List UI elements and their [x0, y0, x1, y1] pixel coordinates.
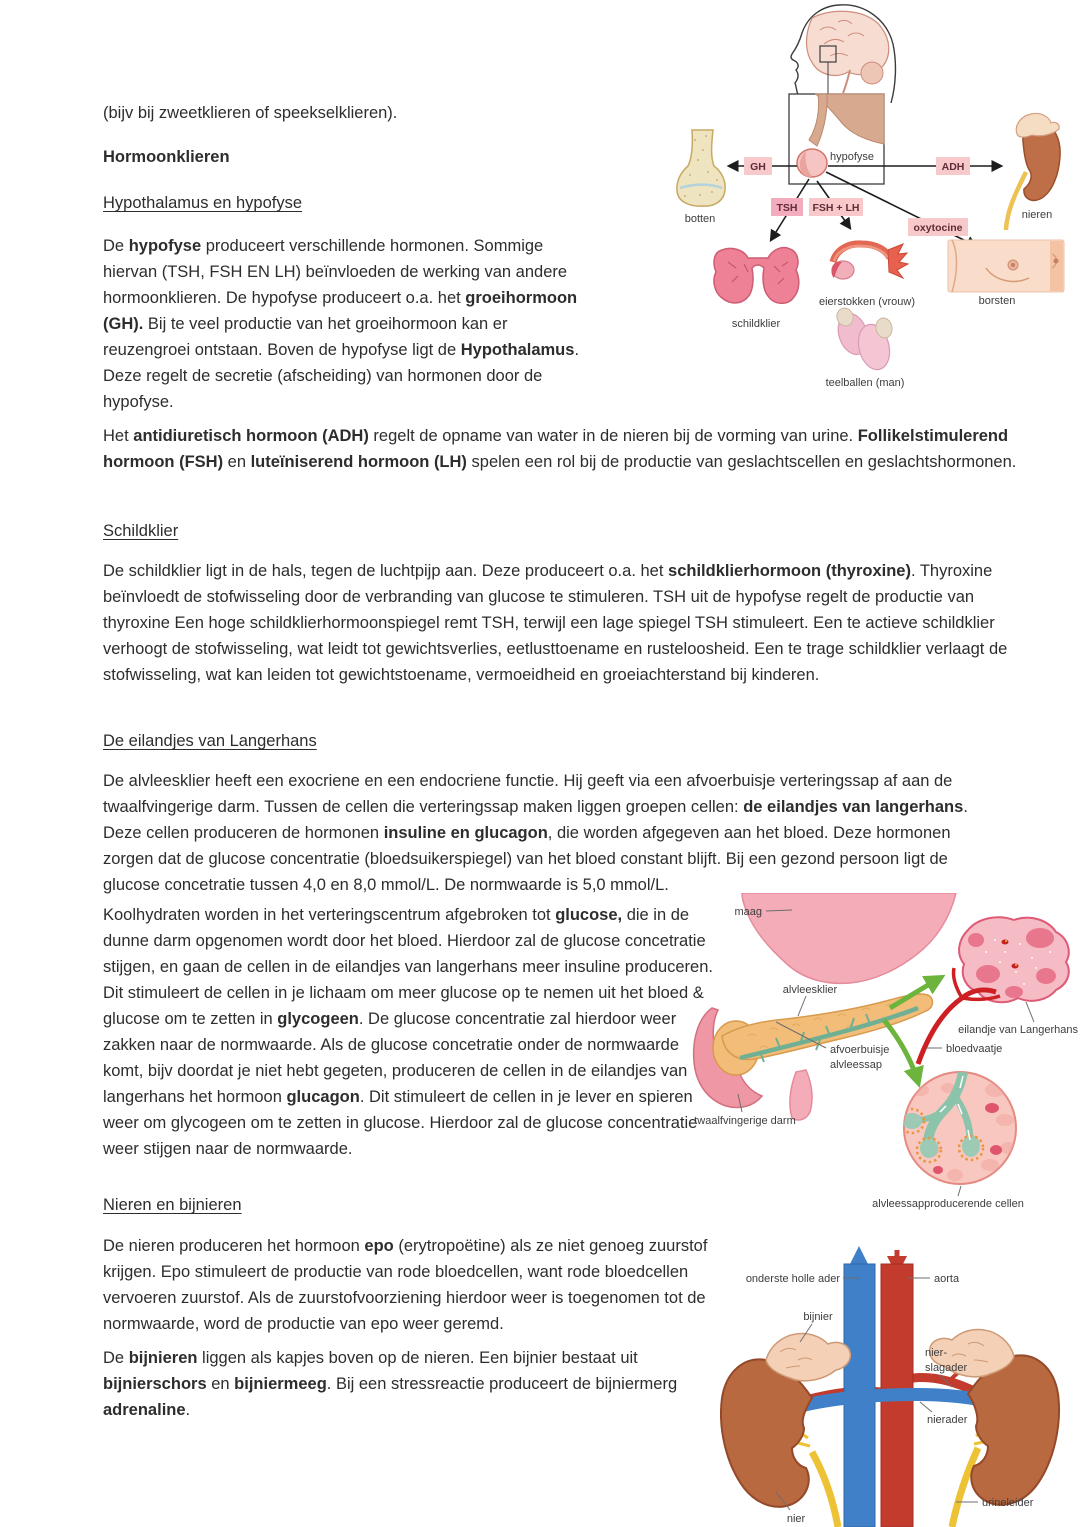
ureter-left — [812, 1452, 838, 1527]
adh-label: ADH — [941, 161, 965, 173]
paragraph-alvleesklier: De alvleesklier heeft een exocriene en een endocriene functie. Hij geeft via een afvoerbuisje verteringssap af aan de twaalfvingerige darm. Tussen de cellen die verteringssap maken liggen groepen cellen: de eilandjes van langerhans. Deze cellen produceren de hormonen insuline en glucagon, die worden afgegeven aan het bloed. Deze hormonen zorgen dat de glucose concentratie (bloedsuikerspiegel) van het bloed constant blijft. Bij een gezond persoon ligt de glucose concetratie tussen 4,0 en 8,0 mmol/L. De normwaarde is 5,0 mmol/L. — [103, 772, 968, 894]
teelballen-label: teelballen (man) — [825, 377, 905, 389]
nierslagader-label-1: nier- — [925, 1347, 948, 1359]
paragraph-adh-fsh-lh: Het antidiuretisch hormoon (ADH) regelt de opname van water in de nieren bij de vorming van urine. Follikelstimulerend hormoon (FSH) en luteïniserend hormoon (LH) spelen een rol bij de productie van geslachtscellen en geslachtshormonen. — [103, 427, 1017, 471]
oxytocine-label: oxytocine — [913, 222, 963, 234]
paragraph-bijnieren: De bijnieren liggen als kapjes boven op de nieren. Een bijnier bestaat uit bijnierschors en bijniermeeg. Bij een stressreactie produceert de bijniermerg adrenaline. — [103, 1349, 678, 1419]
heading-nieren-bijnieren: Nieren en bijnieren — [103, 1196, 242, 1214]
thyroid-illustration — [714, 248, 799, 330]
gh-label: GH — [750, 161, 766, 173]
nieren-label: nieren — [1021, 209, 1053, 221]
nierslagader-label-2: slagader — [925, 1362, 968, 1374]
kidney-left — [721, 1359, 812, 1506]
heading-schildklier: Schildklier — [103, 522, 179, 540]
cerebellum-shape — [861, 62, 883, 84]
nierader-label: nierader — [927, 1414, 968, 1426]
botten-label: botten — [684, 213, 716, 225]
bone-illustration — [677, 130, 725, 225]
testes-illustration — [826, 306, 905, 389]
alvleessap-label: alvleessap — [830, 1059, 882, 1071]
schildklier-label: schildklier — [731, 318, 781, 330]
paragraph-schildklier: De schildklier ligt in de hals, tegen de luchtpijp aan. Deze produceert o.a. het schildklierhormoon (thyroxine). Thyroxine beïnvloedt de stofwisseling door de verbranding van glucose te stimuleren. TSH uit de hypofyse regelt de productie van thyroxine Een hoge schildklierhormoonspiegel remt TSH, terwijl een lage spiegel TSH stimuleert. Een te actieve schildklier verhoogt de stofwisseling, wat leidt tot gewichtsverlies, eetlusttoename en rusteloosheid. Een te trage schildklier verlaagt de stofwisseling, wat kan leiden tot gewichtstoename, vermoeidheid en groeiachterstand bij kinderen. — [103, 562, 1008, 684]
kidney-right — [968, 1355, 1059, 1504]
borsten-label: borsten — [978, 295, 1016, 307]
afvoerbuisje-label: afvoerbuisje — [830, 1044, 890, 1056]
paragraph-epo: De nieren produceren het hormoon epo (erytropoëtine) als ze niet genoeg zuurstof krijgen. Epo stimuleert de productie van rode bloedcellen, want rode bloedcellen vervoeren zuurstof. Als de zuurstofvoorziening hierdoor weer is toegenomen tot de normwaarde, word de productie van epo weer geremd. — [103, 1237, 708, 1333]
alvleesklier-diagram — [690, 893, 1080, 1223]
intro-text: (bijv bij zweetklieren of speekselklieren). — [103, 104, 398, 122]
acinar-cells-inset — [900, 1072, 1016, 1184]
onderste-holle-ader-label: onderste holle ader — [745, 1273, 840, 1285]
tsh-label: TSH — [776, 202, 798, 214]
adrenal-left — [766, 1333, 850, 1380]
eilandje-label: eilandje van Langerhans — [958, 1024, 1078, 1036]
heading-eilandjes-langerhans: De eilandjes van Langerhans — [103, 732, 317, 750]
paragraph-hypofyse: De hypofyse produceert verschillende hormonen. Sommige hiervan (TSH, FSH EN LH) beïnvloeden de werking van andere hormoonklieren. De hypofyse produceert o.a. het groeihormoon (GH). Bij te veel productie van het groeihormoon kan er reuzengroei ontstaan. Boven de hypofyse ligt de Hypothalamus. Deze regelt de secretie (afscheiding) van hormonen door de hypofyse. — [103, 237, 580, 411]
nier-label: nier — [786, 1513, 806, 1525]
heading-hypothalamus-hypofyse: Hypothalamus en hypofyse — [103, 194, 303, 212]
aorta-label: aorta — [934, 1273, 960, 1285]
islet-inset — [918, 917, 1069, 1064]
head-illustration — [789, 5, 895, 184]
paragraph-koolhydraten: Koolhydraten worden in het verteringscentrum afgebroken tot glucose, die in de dunne darm opgenomen wordt door het bloed. Hierdoor zal de glucose concetratie stijgen, en gaan de cellen in de eilandjes van langerhans meer insuline produceren. Dit stimuleert de cellen in je lichaam om meer glucose op te nemen uit het bloed & glucose om te zetten in glycogeen. De glucose concentratie zal hierdoor weer zakken naar de normwaarde. Als de glucose concetratie onder de normwaarde komt, bijv doordat je niet hebt gegeten, produceren de cellen in de eilandjes van langerhans het hormoon glucagon. Dit stimuleert de cellen in je lever en spieren weer om glycogeen om te zetten in glucose. Hierdoor zal de glucose concentratie weer stijgen naar de normwaarde. — [103, 906, 713, 1158]
kidney-illustration — [1006, 113, 1060, 230]
twaalfvingerige-darm-label: twaalfvingerige darm — [694, 1115, 796, 1127]
breast-illustration — [948, 240, 1064, 307]
urineleider-label: urineleider — [982, 1497, 1034, 1509]
bloedvaatje-label: bloedvaatje — [946, 1043, 1003, 1055]
hypofyse-label: hypofyse — [830, 151, 875, 163]
nieren-diagram — [720, 1230, 1080, 1527]
ovary-illustration — [819, 244, 915, 308]
alvleessapproducerende-cellen-label: alvleessapproducerende cellen — [872, 1198, 1024, 1210]
bijnier-label: bijnier — [803, 1311, 833, 1323]
fsh-lh-label: FSH + LH — [812, 202, 860, 214]
eierstokken-label: eierstokken (vrouw) — [819, 296, 915, 308]
pancreas-shape — [713, 994, 933, 1075]
page-title: Hormoonklieren — [103, 148, 230, 166]
alvleesklier-label: alvleesklier — [782, 984, 838, 996]
hypofyse-hormones-diagram — [660, 0, 1080, 400]
maag-label: maag — [734, 906, 762, 918]
